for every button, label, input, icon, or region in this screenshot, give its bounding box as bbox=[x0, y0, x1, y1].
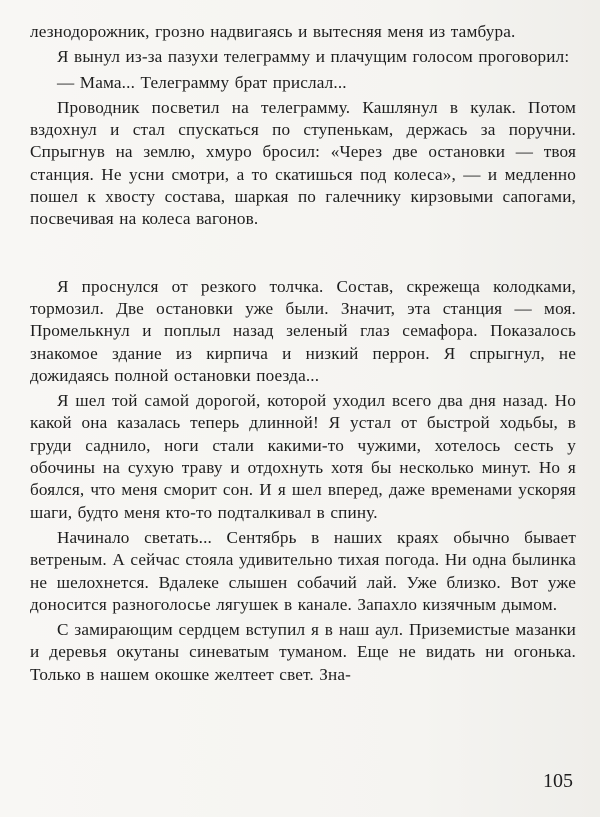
dialogue-line: — Мама... Телеграмму брат прислал... bbox=[57, 72, 347, 92]
paragraph: Проводник посветил на телеграмму. Кашлянул в кулак. Потом вздохнул и стал спускаться по ступенькам, держась за поручни. Спрыгнув на землю, хмуро бросил: «Через две остановки — твоя станция. Не усни смотри, а то скатишься под колеса», — и медленно пошел к хвосту состава, шаркая по галечнику кирзовыми сапогами, посвечивая на колеса вагонов. bbox=[30, 97, 576, 229]
paragraph: Я шел той самой дорогой, которой уходил всего два дня назад. Но какой она казалась теперь длинной! Я устал от быстрой ходьбы, в груди саднило, ноги стали какими-то чужими, хотелось сесть у обочины на сухую траву и отдохнуть хотя бы несколько минут. Но я боялся, что меня сморит сон. И я шел вперед, даже временами ускоряя шаги, будто меня кто-то подталкивал в спину. bbox=[30, 391, 576, 522]
paragraph: Я проснулся от резкого толчка. Состав, скрежеща колодками, тормозил. Две остановки уже были. Значит, эта станция — моя. Промелькнул и поплыл назад зеленый глаз семафора. Показалось знакомое здание из кирпича и низкий перрон. Я спрыгнул, не дожидаясь полной остановки поезда... bbox=[30, 276, 576, 385]
paragraph: Начинало светать... Сентябрь в наших краях обычно бывает ветреным. А сейчас стояла удивительно тихая погода. Ни одна былинка не шелохнется. Вдалеке слышен собачий лай. Уже близко. Вот уже доносится разноголосье лягушек в канале. Запахло кизячным дымом. bbox=[30, 527, 576, 614]
page-text bbox=[30, 21, 576, 689]
section-break bbox=[30, 234, 576, 276]
page-number: 105 bbox=[543, 770, 573, 792]
paragraph-continuation: лезнодорожник, грозно надвигаясь и вытесняя меня из тамбура. bbox=[30, 22, 516, 41]
paragraph: Я вынул из-за пазухи телеграмму и плачущим голосом проговорил: bbox=[57, 47, 570, 67]
paragraph: С замирающим сердцем вступил я в наш аул. Приземистые мазанки и деревья окутаны синеватым туманом. Еще не видать ни огонька. Только в нашем окошке желтеет свет. Зна- bbox=[30, 620, 576, 684]
